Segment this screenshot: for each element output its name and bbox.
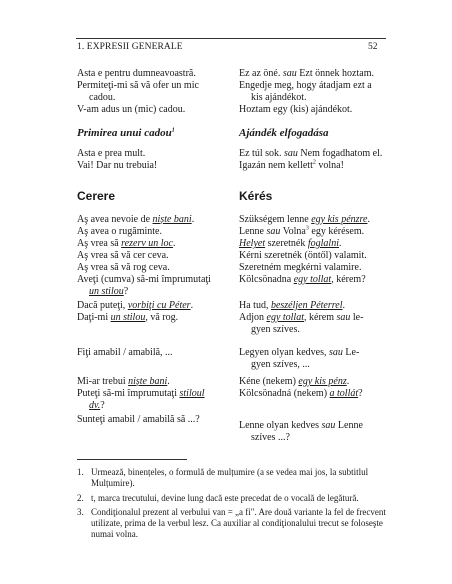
hu-line: Szeretném megkérni valamire. <box>239 262 362 273</box>
ro-line: Fiţi amabil / amabilă, ... <box>77 347 173 358</box>
section-heading-ro: Cerere <box>77 189 116 203</box>
ro-line: Asta e prea mult. <box>77 148 146 159</box>
hu-line: Ez túl sok. sau Nem fogadhatom el. <box>239 148 383 159</box>
ro-line: V-am adus un (mic) cadou. <box>77 104 186 115</box>
ro-line: Asta e pentru dumneavoastră. <box>77 68 196 79</box>
hu-line: Szükségem lenne egy kis pénzre. <box>239 214 370 225</box>
ro-line: Permiteţi-mi să vă ofer un mic <box>77 80 199 91</box>
section-heading-ro <box>77 128 175 140</box>
heading-text: Primirea unui cadou <box>77 127 172 139</box>
page-number: 52 <box>368 42 378 52</box>
ro-line: Aş avea nevoie de niște bani. <box>77 214 195 225</box>
hu-line: Kölcsönadná (nekem) a tollát? <box>239 388 363 399</box>
section-heading-hu: Ajándék elfogadása <box>239 127 329 139</box>
footnote-number: 2. <box>77 493 84 503</box>
footnote-number: 3. <box>77 507 84 517</box>
hu-line: Kölcsönadna egy tollat, kérem? <box>239 274 366 285</box>
ro-line: Daţi-mi un stilou, vă rog. <box>77 312 179 323</box>
hu-line: Helyet szeretnék foglalni. <box>239 238 342 249</box>
ro-line: Sunteţi amabil / amabilă să ...? <box>77 414 200 425</box>
hu-line: Adjon egy tollat, kérem sau le- <box>239 312 364 323</box>
footnote-text: Urmează, binențeles, o formulă de mulțumire (a se vedea mai jos, la subtitlul Mulțumire). <box>91 467 369 488</box>
footnote-number: 1. <box>77 467 84 477</box>
hu-line: gyen szíves. <box>251 324 300 335</box>
hu-line: Igazán nem kellett$^2$ volna! <box>239 159 344 171</box>
hu-line: Kérni szeretnék (öntől) valamit. <box>239 250 367 261</box>
hu-line: gyen szíves, ... <box>251 359 310 370</box>
ro-line: Aş vrea să vă cer ceva. <box>77 250 169 261</box>
ro-line: Dacă puteţi, vorbiţi cu Péter. <box>77 300 194 311</box>
footnote-ref: 1 <box>171 127 175 134</box>
footnote-text: t, marca trecutului, devine lung dacă este precedat de o vocală de legătură. <box>91 493 359 503</box>
hu-line: Ez az öné. sau Ezt önnek hoztam. <box>239 68 374 79</box>
ro-line: Aş vrea să rezerv un loc. <box>77 238 176 249</box>
footnote-text: Condiţionalul prezent al verbului van = „a fi". Are două variante la fel de frecvent utilizate, prima de la verbul lesz. Ca auxiliar al condiţionalului trecut se foloseşte numai volna. <box>91 507 386 539</box>
footnote-rule <box>77 459 187 460</box>
ro-line: Mi-ar trebui niște bani. <box>77 376 170 387</box>
ro-line: Aveţi (cumva) să-mi împrumutaţi <box>77 274 211 285</box>
hu-line: Legyen olyan kedves, sau Le- <box>239 347 360 358</box>
running-header: 1. EXPRESII GENERALE <box>77 42 183 52</box>
footnote <box>77 507 387 543</box>
header-rule <box>76 38 386 39</box>
hu-line: Hoztam egy (kis) ajándékot. <box>239 104 353 115</box>
hu-line: szíves ...? <box>251 432 290 443</box>
hu-line: kis ajándékot. <box>251 92 307 103</box>
footnote <box>77 467 387 491</box>
hu-line: Lenne sau Volna$^3$ egy kérésem. <box>239 225 365 237</box>
hu-line: Ha tud, beszéljen Péterrel. <box>239 300 346 311</box>
hu-line: Kéne (nekem) egy kis pénz. <box>239 376 350 387</box>
ro-line: Vai! Dar nu trebuia! <box>77 160 158 171</box>
ro-line: Aş avea o rugăminte. <box>77 226 162 237</box>
hu-line: Lenne olyan kedves sau Lenne <box>239 420 363 431</box>
section-heading-hu: Kérés <box>239 189 273 203</box>
ro-line: cadou. <box>89 92 116 103</box>
ro-line: un stilou? <box>89 286 129 297</box>
hu-line: Engedje meg, hogy átadjam ezt a <box>239 80 372 91</box>
ro-line: dv.? <box>89 400 105 411</box>
footnote <box>77 493 387 505</box>
ro-line: Puteţi să-mi împrumutaţi stiloul <box>77 388 205 399</box>
ro-line: Aş vrea să vă rog ceva. <box>77 262 170 273</box>
